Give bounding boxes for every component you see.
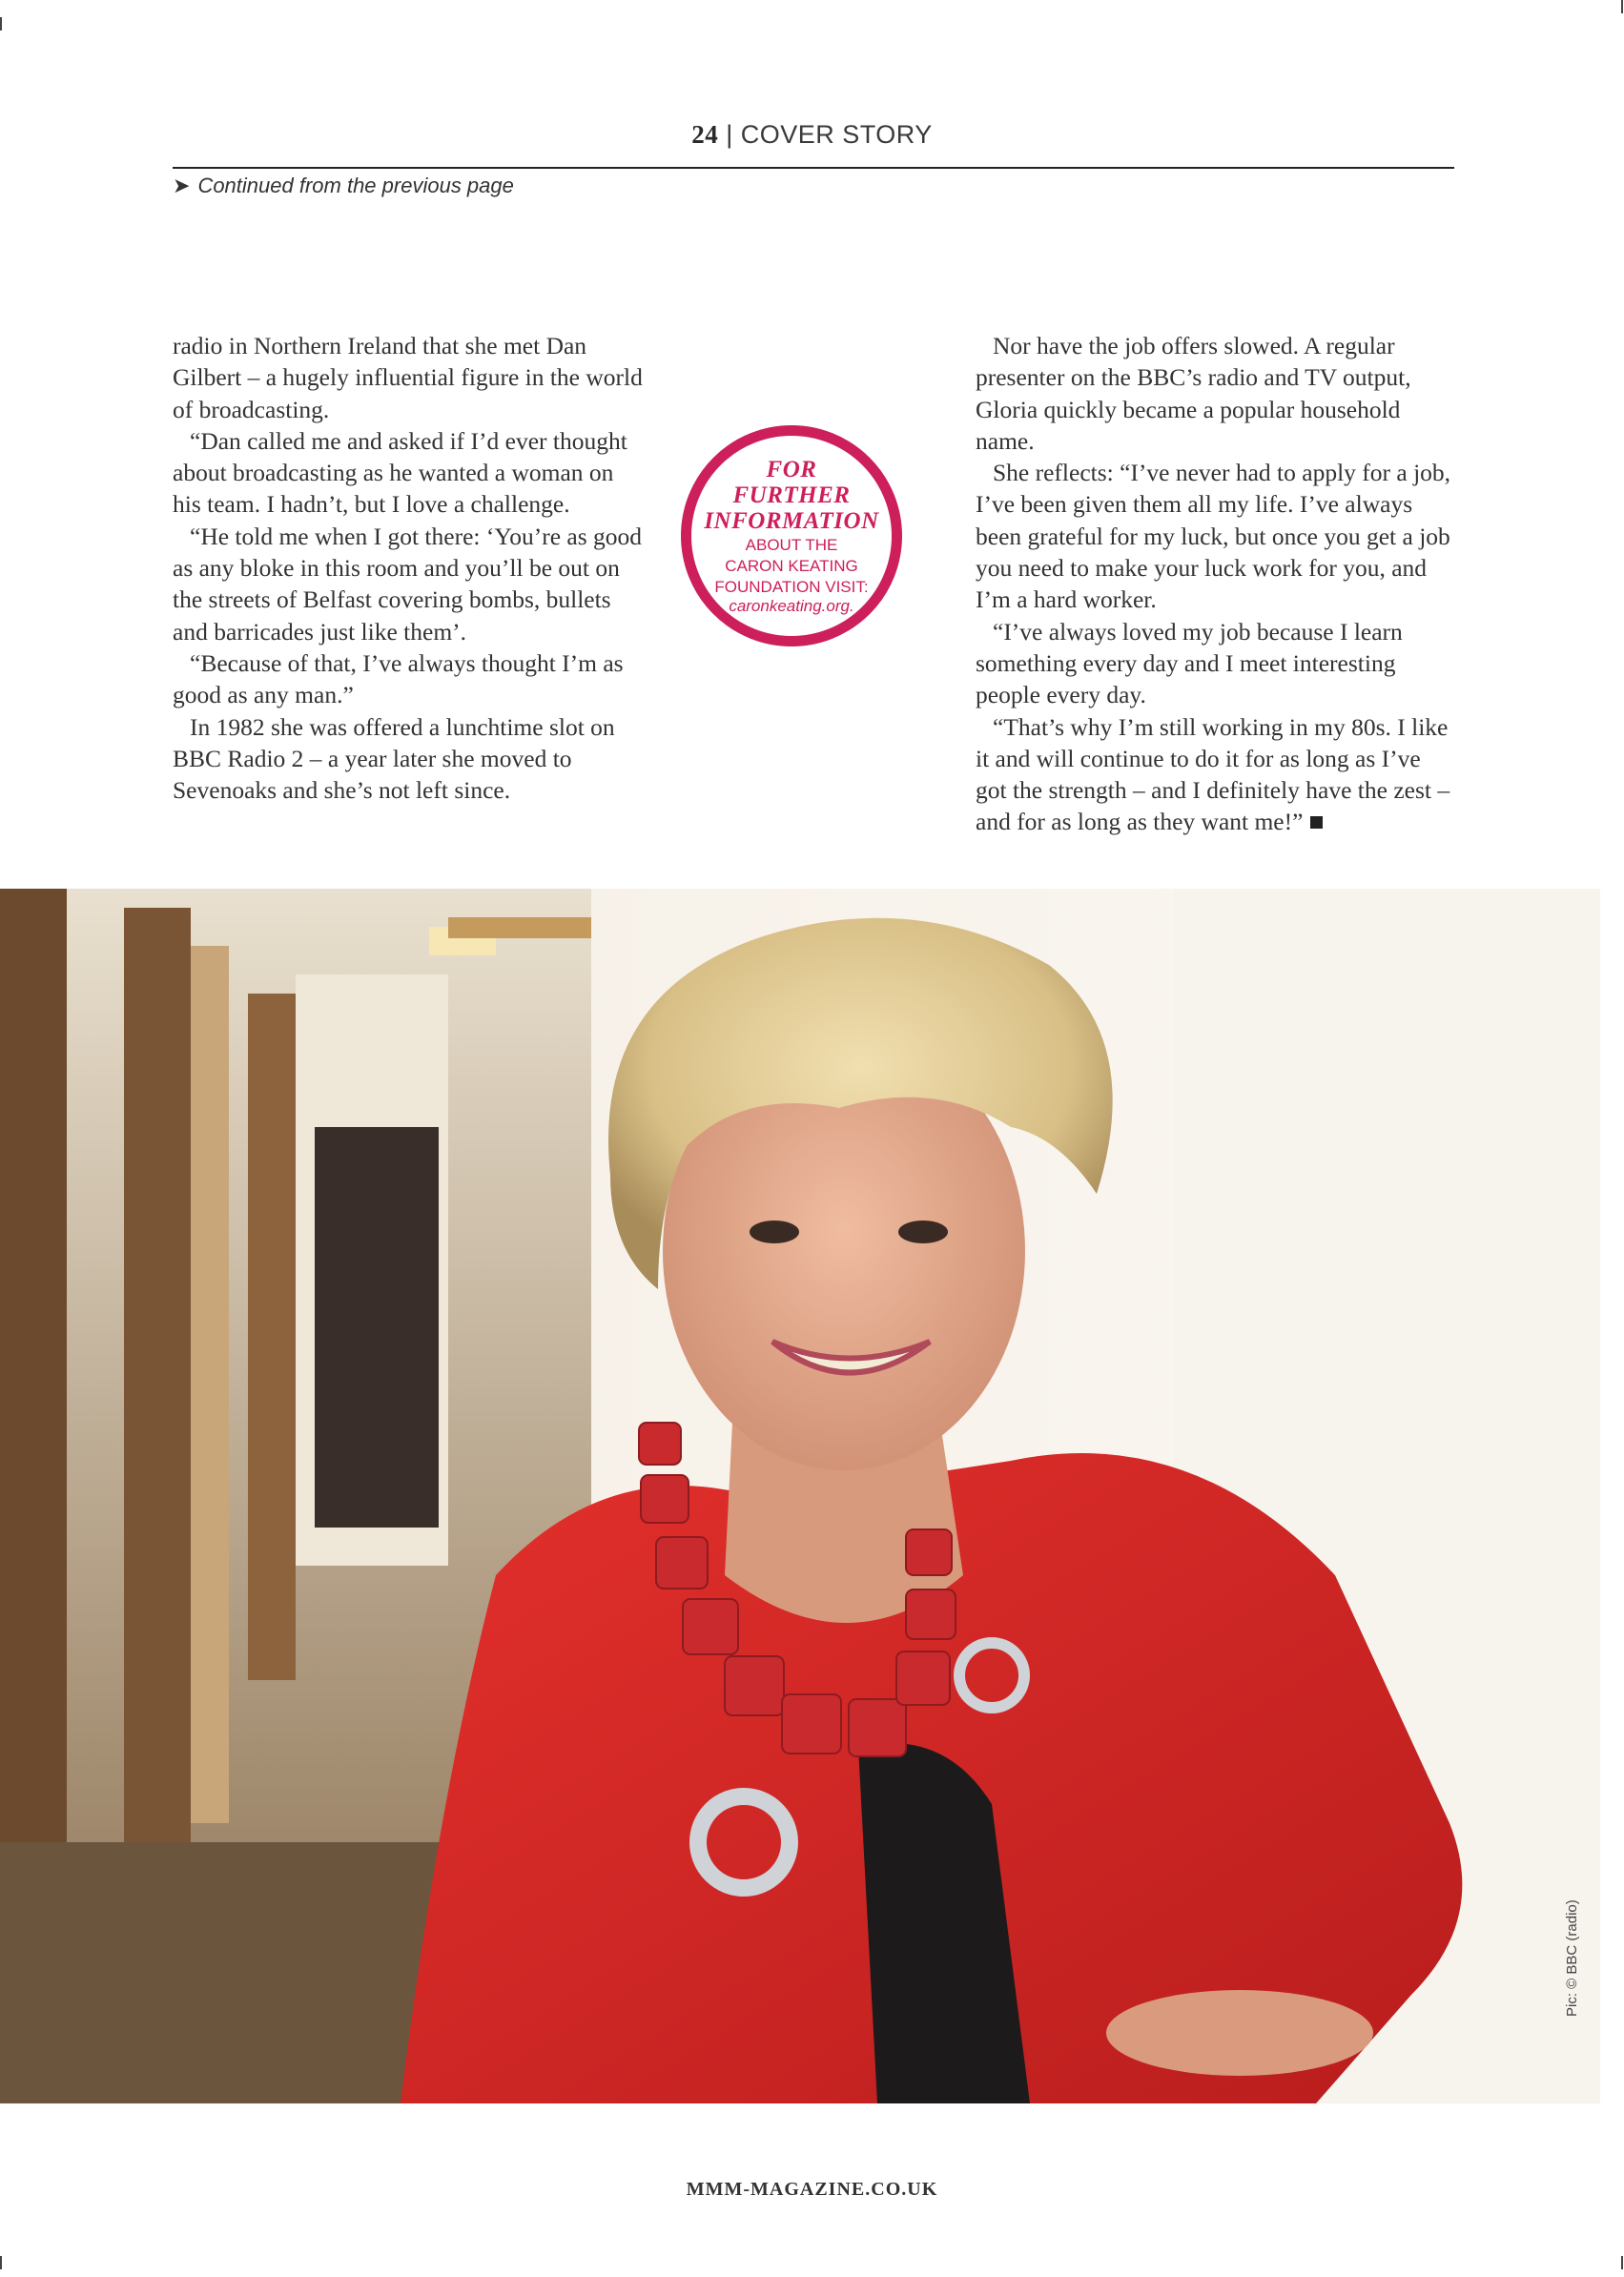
paragraph: “He told me when I got there: ‘You’re as good as any bloke in this room and you’ll be out on the streets of Belfast covering bombs, bullets and barricades just like them’.: [173, 522, 643, 646]
paragraph: radio in Northern Ireland that she met Dan Gilbert – a hugely influential figure in the world of broadcasting.: [173, 332, 643, 423]
badge-line: CARON KEATING: [725, 556, 858, 575]
badge-line: INFORMATION: [704, 507, 879, 534]
paragraph: “Because of that, I’ve always thought I’m as good as any man.”: [173, 648, 624, 709]
footer-site: MMM-MAGAZINE.CO.UK: [686, 2179, 938, 2200]
portrait-photo: [0, 889, 1600, 2103]
paragraph: “Dan called me and asked if I’d ever thought about broadcasting as he wanted a woman on his team. I hadn’t, but I love a challenge.: [173, 426, 627, 519]
info-badge: [681, 425, 902, 646]
header-separator: |: [726, 120, 733, 149]
section-title: COVER STORY: [740, 120, 933, 149]
badge-link[interactable]: caronkeating.org.: [729, 596, 854, 615]
crop-mark: [1621, 0, 1623, 13]
arrow-icon: ➤: [173, 174, 191, 197]
header-rule: [173, 167, 1454, 169]
badge-line: FOUNDATION VISIT:: [714, 577, 869, 596]
paragraph: Nor have the job offers slowed. A regular presenter on the BBC’s radio and TV output, Gloria quickly became a popular household name.: [976, 332, 1411, 455]
end-mark-icon: [1310, 816, 1323, 829]
crop-mark: [1621, 2256, 1623, 2269]
photo-credit: Pic: © BBC (radio): [1564, 1899, 1580, 2017]
paragraph-text: “That’s why I’m still working in my 80s. I like it and will continue to do it for as long as I’ve got the strength – and I definitely have the zest – and for as long as they want me!”: [976, 712, 1450, 836]
paragraph: [976, 711, 1452, 838]
portrait-illustration: [0, 889, 1600, 2103]
paragraph: In 1982 she was offered a lunchtime slot on BBC Radio 2 – a year later she moved to Sevenoaks and she’s not left since.: [173, 712, 615, 805]
page-number: 24: [691, 120, 719, 149]
right-column: [976, 330, 1452, 838]
badge-line: ABOUT THE: [745, 535, 838, 554]
continued-note: [173, 174, 514, 198]
crop-mark: [0, 2256, 2, 2269]
badge-line: FURTHER: [732, 482, 851, 508]
left-column: [173, 330, 645, 806]
badge-line: FOR: [766, 456, 817, 482]
page-header: [0, 120, 1624, 150]
continued-text: Continued from the previous page: [197, 174, 514, 197]
paragraph: “I’ve always loved my job because I learn something every day and I meet interesting people every day.: [976, 617, 1403, 709]
paragraph: She reflects: “I’ve never had to apply for a job, I’ve been given them all my life. I’ve always been grateful for my luck, but once you get a job you need to make your luck work for you, and I’m a hard worker.: [976, 459, 1451, 614]
crop-mark: [0, 17, 2, 31]
